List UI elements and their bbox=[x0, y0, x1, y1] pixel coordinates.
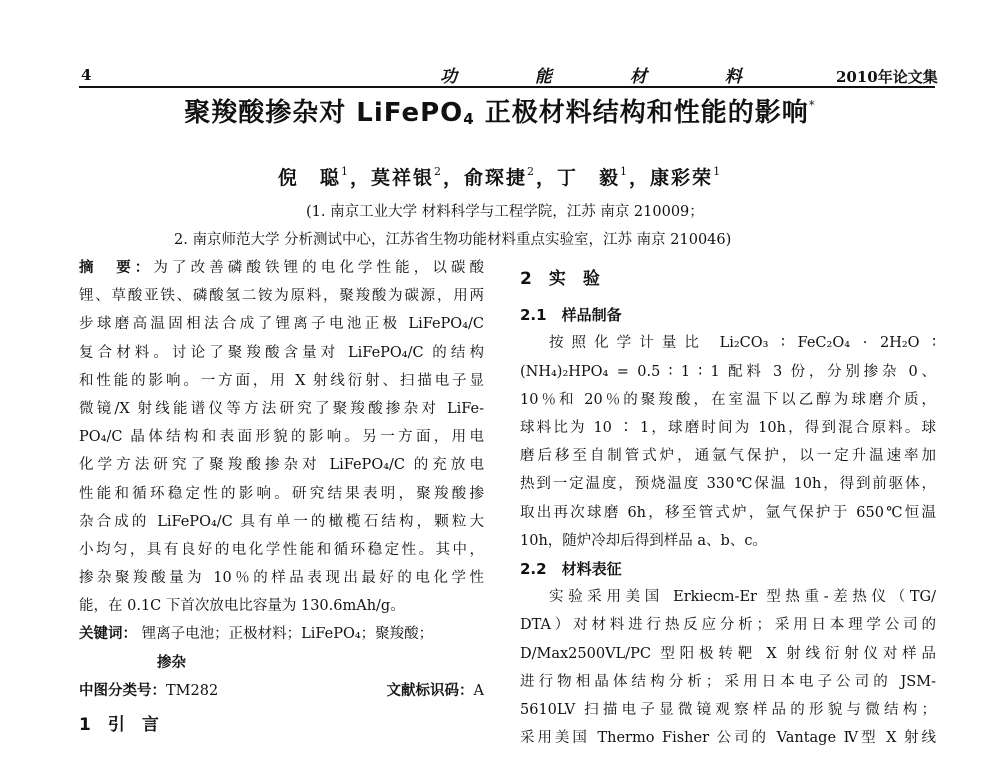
author-name: 康彩荣 bbox=[650, 167, 714, 189]
author-affiliation: 1 bbox=[620, 165, 630, 178]
doc-code-label: 文献标识码： bbox=[386, 682, 474, 699]
author-name: 俞琛捷 bbox=[463, 167, 527, 189]
body-line: 采用美国 Thermo Fisher 公司的 Vantage Ⅳ型 X 射线 bbox=[520, 730, 936, 747]
abstract-line bbox=[79, 254, 484, 282]
author-affiliation: 2 bbox=[527, 165, 536, 178]
abstract-line: 步球磨高温固相法合成了锂离子电池正极 LiFePO₄/C bbox=[79, 316, 484, 333]
abstract-line: PO₄/C 晶体结构和表面形貌的影响。另一方面，用电 bbox=[79, 429, 484, 446]
body-line: 磨后移至自制管式炉，通氩气保护，以一定升温速率加 bbox=[520, 448, 936, 465]
journal-name: 功 能 材 料 bbox=[440, 67, 778, 87]
clc-value: TM282 bbox=[166, 682, 219, 699]
abstract-line: 杂合成的 LiFePO₄/C 具有单一的橄榄石结构，颗粒大 bbox=[79, 513, 484, 530]
abstract-line: 微镜/X 射线能谱仪等方法研究了聚羧酸掺杂对 LiFe- bbox=[79, 400, 484, 417]
body-line: 10％和 20％的聚羧酸，在室温下以乙醇为球磨介质， bbox=[520, 391, 936, 408]
right-column bbox=[520, 265, 936, 752]
left-column bbox=[79, 254, 484, 739]
body-line: DTA）对材料进行热反应分析；采用日本理学公司的 bbox=[520, 617, 936, 634]
doc-code-value: A bbox=[473, 682, 484, 699]
author-affiliation: 2 bbox=[433, 165, 443, 178]
subsection-heading-sample-prep: 2.1 样品制备 bbox=[520, 306, 622, 325]
title-main: 聚羧酸掺杂对 LiFePO bbox=[184, 98, 464, 128]
body-line: 进行物相晶体结构分析；采用日本电子公司的 JSM- bbox=[520, 673, 936, 690]
author-name: 丁 毅 bbox=[557, 167, 621, 189]
subsection-heading-characterization: 2.2 材料表征 bbox=[520, 559, 622, 578]
body-line: (NH₄)₂HPO₄ = 0.5 ∶ 1 ∶ 1 配料 3 份，分别掺杂 0、 bbox=[520, 363, 936, 380]
section-heading-introduction: 1 引 言 bbox=[79, 715, 159, 736]
author-name: 莫祥银 bbox=[370, 167, 434, 189]
abstract-line: 和性能的影响。一方面，用 X 射线衍射、扫描电子显 bbox=[79, 372, 484, 389]
page-number: 4 bbox=[81, 66, 92, 84]
title-rest: 正极材料结构和性能的影响 bbox=[474, 98, 809, 128]
body-line: 5610LV 扫描电子显微镜观察样品的形貌与微结构； bbox=[520, 701, 936, 718]
classification-line bbox=[79, 677, 484, 705]
keywords bbox=[79, 620, 484, 648]
section-heading-experiment: 2 实 验 bbox=[520, 269, 600, 289]
abstract-line: 掺杂聚羧酸量为 10％的样品表现出最好的电化学性 bbox=[79, 570, 484, 587]
body-line: D/Max2500VL/PC 型阳极转靶 X 射线衍射仪对样品 bbox=[520, 645, 936, 662]
author-name: 倪 聪 bbox=[277, 167, 341, 189]
keywords-text: 锂离子电池；正极材料；LiFePO₄；聚羧酸； bbox=[141, 626, 434, 643]
abstract-line: 复合材料。讨论了聚羧酸含量对 LiFePO₄/C 的结构 bbox=[79, 344, 484, 361]
body-line: 实验采用美国 Erkiecm-Er 型热重-差热仪（TG/ bbox=[549, 589, 936, 606]
body-line: 按照化学计量比 Li₂CO₃ ∶ FeC₂O₄ · 2H₂O ∶ bbox=[549, 335, 936, 352]
abstract-line: 性能和循环稳定性的影响。研究结果表明，聚羧酸掺 bbox=[79, 485, 484, 502]
author-affiliation: 1 bbox=[340, 165, 350, 178]
body-line: 热到一定温度，预烧温度 330℃保温 10h，得到前驱体， bbox=[520, 476, 936, 493]
body-line: 球料比为 10 ∶ 1，球磨时间为 10h，得到混合原料。球 bbox=[520, 419, 936, 436]
abstract-line: 能，在 0.1C 下首次放电比容量为 130.6mAh/g。 bbox=[79, 598, 405, 615]
abstract-text: 为了改善磷酸铁锂的电化学性能，以碳酸 bbox=[153, 260, 484, 276]
paper-title bbox=[0, 92, 1000, 129]
abstract-line: 锂、草酸亚铁、磷酸氢二铵为原料，聚羧酸为碳源，用两 bbox=[79, 288, 484, 305]
body-line: 取出再次球磨 6h，移至管式炉，氩气保护于 650℃恒温 bbox=[520, 504, 936, 521]
body-line: 10h，随炉冷却后得到样品 a、b、c。 bbox=[520, 532, 767, 549]
keywords-continuation: 掺杂 bbox=[157, 654, 186, 671]
affiliation-1: (1. 南京工业大学 材料科学与工程学院，江苏 南京 210009； bbox=[306, 204, 704, 220]
abstract-line: 化学方法研究了聚羧酸掺杂对 LiFePO₄/C 的充放电 bbox=[79, 457, 484, 474]
author-list: 倪 聪$^1$，莫祥银$^2$，俞琛捷$^2$，丁 毅$^1$，康彩荣$^1$ bbox=[277, 165, 723, 189]
title-subscript: 4 bbox=[463, 110, 475, 128]
affiliation-2: 2. 南京师范大学 分析测试中心，江苏省生物功能材料重点实验室，江苏 南京 210046) bbox=[174, 232, 732, 248]
abstract-label: 摘 要： bbox=[79, 260, 154, 276]
collection-label: 2010年论文集 bbox=[836, 68, 938, 86]
title-footnote-mark: * bbox=[808, 98, 816, 112]
abstract-line: 小均匀，具有良好的电化学性能和循环稳定性。其中， bbox=[79, 541, 484, 558]
author-affiliation: 1 bbox=[713, 165, 723, 178]
clc-label: 中图分类号： bbox=[79, 682, 166, 699]
keywords-label: 关键词： bbox=[79, 626, 137, 643]
header-rule bbox=[79, 86, 935, 88]
